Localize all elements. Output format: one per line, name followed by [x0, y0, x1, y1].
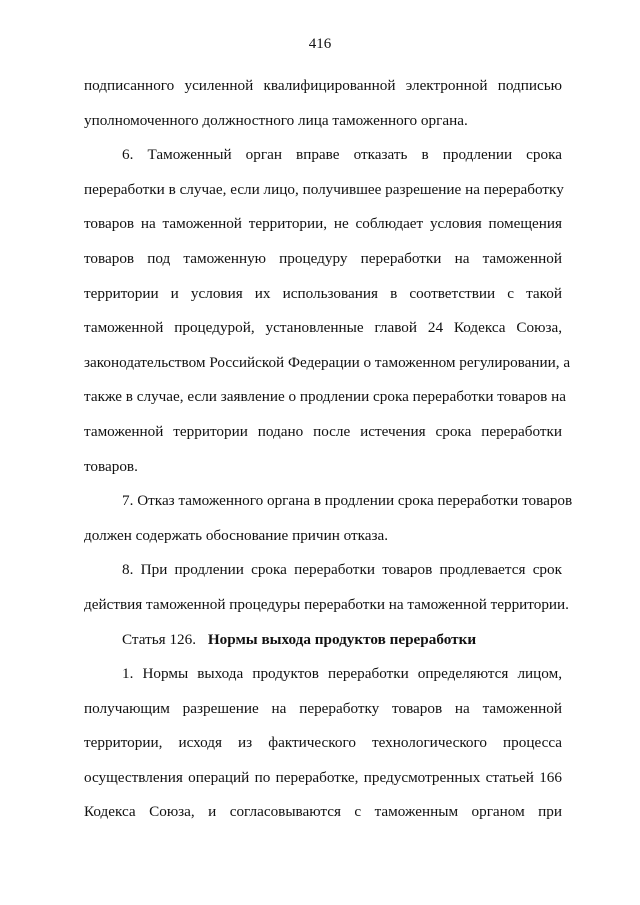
text-line: 1. Нормы выхода продуктов переработки определяются лицом,: [122, 665, 562, 683]
text-line: Кодекса Союза, и согласовываются с таможенным органом при: [84, 803, 562, 821]
text-line: 8. При продлении срока переработки товаров продлевается срок: [122, 561, 562, 579]
text-line: должен содержать обоснование причин отказа.: [84, 526, 389, 544]
text-line: получающим разрешение на переработку товаров на таможенной: [84, 699, 562, 717]
text-line: таможенной процедурой, установленные главой 24 Кодекса Союза,: [84, 319, 562, 337]
article-number: Статья 126.: [122, 630, 197, 648]
article-heading: [84, 623, 562, 658]
text-line: 6. Таможенный орган вправе отказать в продлении срока: [122, 146, 562, 164]
text-line: действия таможенной процедуры переработки на таможенной территории.: [84, 595, 569, 613]
text-line: переработки в случае, если лицо, получившее разрешение на переработку: [84, 180, 564, 198]
text-line: подписанного усиленной квалифицированной электронной подписью: [84, 77, 562, 94]
page-number: 416: [308, 36, 332, 52]
text-line: территории, исходя из фактического технологического процесса: [84, 734, 562, 752]
text-line: 7. Отказ таможенного органа в продлении срока переработки товаров: [122, 492, 573, 510]
paragraphs-after: [84, 657, 562, 830]
document-body: [84, 69, 573, 830]
text-line: законодательством Российской Федерации о таможенном регулировании, а: [84, 353, 571, 371]
text-line: товаров под таможенную процедуру переработки на таможенной: [84, 249, 562, 267]
text-line: также в случае, если заявление о продлении срока переработки товаров на: [84, 388, 567, 406]
text-line: товаров.: [84, 457, 138, 475]
article-title: Нормы выхода продуктов переработки: [207, 630, 477, 648]
text-line: осуществления операций по переработке, предусмотренных статьей 166: [84, 768, 562, 786]
text-line: территории и условия их использования в соответствии с такой: [84, 284, 562, 302]
paragraphs-before: [84, 69, 573, 623]
text-line: товаров на таможенной территории, не соблюдает условия помещения: [84, 215, 562, 233]
text-line: таможенной территории подано после истечения срока переработки: [84, 422, 562, 440]
text-line: уполномоченного должностного лица таможенного органа.: [84, 111, 468, 129]
